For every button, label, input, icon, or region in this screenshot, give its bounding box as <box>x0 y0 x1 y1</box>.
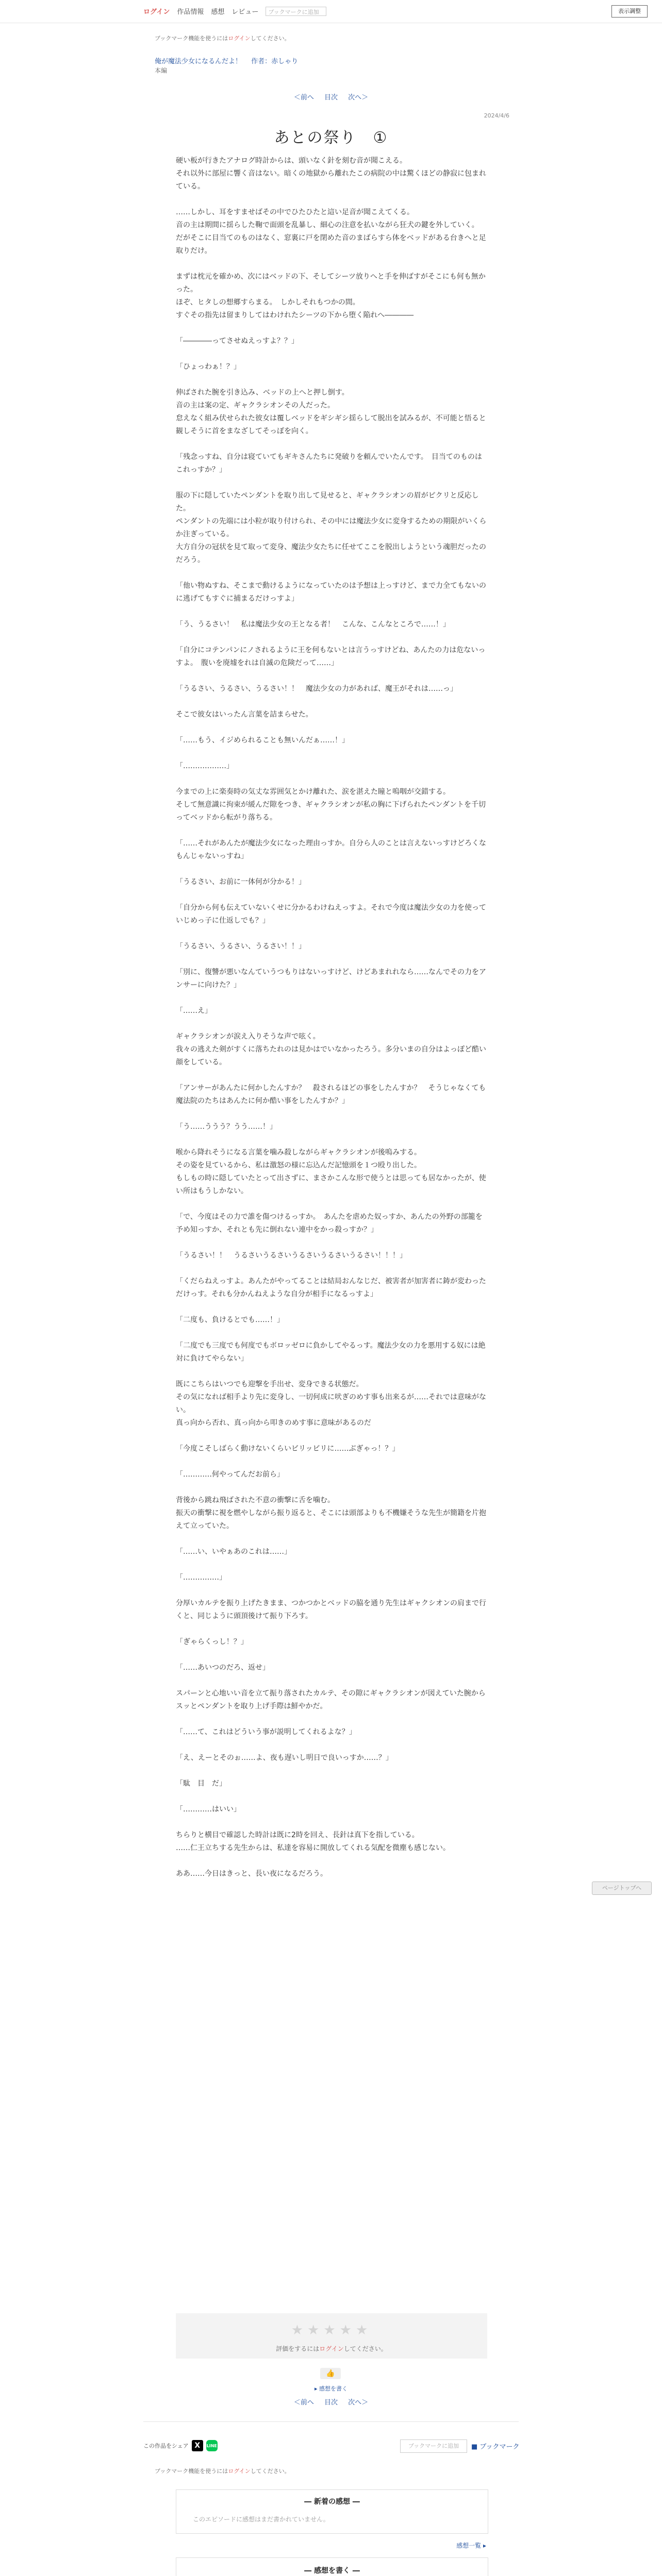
body-paragraph: ……しかし、耳をすませばその中でひたひたと這い足音が聞こえてくる。 <box>176 208 414 216</box>
body-paragraph <box>176 889 487 902</box>
body-paragraph: 「……もう、イジめられることも無いんだぁ……！」 <box>176 736 349 744</box>
body-paragraph <box>176 1584 487 1597</box>
prev-link-bottom[interactable]: ＜前へ <box>293 2399 314 2406</box>
body-paragraph: 既にこちらはいつでも迎撃を手出せ、変身できる状態だ。 <box>176 1380 363 1388</box>
line-share-icon[interactable]: LINE <box>206 2440 218 2451</box>
bookmark-add-mini[interactable]: ブックマークに追加 <box>266 7 326 16</box>
body-paragraph <box>176 438 487 451</box>
body-paragraph: 今までの上に楽奏時の気丈な雰囲気とかけ離れた、涙を湛えた瞳と嗚咽が交錯する。 <box>176 788 450 796</box>
body-paragraph: 「自分から何も伝えていないくせに分かるわけねえっすよ。それで今度は魔法少女の力を使っていじめっ子に仕返しでも？」 <box>176 904 486 925</box>
bookmark-note-prefix: ブックマーク機能を使うには <box>155 35 228 42</box>
body-paragraph <box>176 1301 487 1314</box>
body-paragraph: 「今度こそしばらく動けないくらいビリッビリに……ぶぎゃっ！？」 <box>176 1445 400 1453</box>
body-paragraph: 伸ばされた腕を引き込み、ベッドの上へと押し倒す。 <box>176 388 349 397</box>
new-impressions-heading: ― 新着の感想 ― <box>304 2498 360 2506</box>
body-paragraph <box>176 1623 487 1636</box>
nav-impressions[interactable]: 感想 <box>211 8 225 16</box>
page-top-button[interactable]: ページトップへ <box>592 1882 652 1895</box>
rating-box <box>176 2313 487 2359</box>
display-settings-button[interactable]: 表示調整 <box>611 5 648 18</box>
chapter-label: 本編 <box>155 67 168 74</box>
body-paragraph: 音の主は案の定、ギャクラシオンその人だった。 <box>176 401 335 410</box>
body-paragraph: ほぞ、ヒタしの想郷すらまる。 しかしそれもつかの間。 <box>176 298 360 307</box>
body-paragraph: 「――――ってさせぬえっすよ？？」 <box>176 337 299 345</box>
body-paragraph <box>176 1855 487 1868</box>
body-paragraph <box>176 863 487 876</box>
body-paragraph: 音の主は期間に揺らした鞠で面頭を乱暴し、細心の注意を払いながら狂犬の鍵を外していく。 <box>176 221 479 229</box>
body-paragraph: 「……て、これはどういう事が説明してくれるよな？」 <box>176 1728 356 1736</box>
body-paragraph: ああ……今日はきっと、長い夜になるだろう。 <box>176 1870 327 1878</box>
body-paragraph: 「……それがあんたが魔法少女になった理由っすか。自分ら人のことは言えないっすけどろくなもんじゃないっすね」 <box>176 839 486 860</box>
nav-reviews[interactable]: レビュー <box>231 8 259 16</box>
new-impressions-panel <box>176 2489 488 2534</box>
body-paragraph: 「…………何やってんだお前ら」 <box>176 1470 284 1479</box>
x-share-icon[interactable]: X <box>192 2440 203 2451</box>
episode-date: 2024/4/6 <box>484 112 509 119</box>
body-paragraph <box>176 1133 487 1146</box>
episode-pager-bottom <box>0 2397 662 2406</box>
body-paragraph <box>176 1481 487 1494</box>
body-paragraph: まずは枕元を確かめ、次にはベッドの下、そしてシーツ放りへと手を伸ばすがそこにも何も無かった。 <box>176 273 486 294</box>
prev-link[interactable]: ＜前へ <box>293 94 314 101</box>
body-paragraph: 「ひょっわぁ！？」 <box>176 363 241 371</box>
body-paragraph: 「残念っすね、自分は寝ていてもギキさんたちに発破りを頼んでいたんです。 目当てのものはこれっすか？」 <box>176 453 482 474</box>
body-paragraph: 分厚いカルテを振り上げたきまま、つかつかとベッドの脇を通り先生はギャクシオンの肩まで行くと、同じように頭頂後けて振り下ろす。 <box>176 1599 486 1620</box>
share-row <box>143 2440 218 2451</box>
body-paragraph: 服の下に隠していたペンダントを取り出して見せると、ギャクラシオンの眉がピクリと反応した。 <box>176 492 479 513</box>
bookmark-login-note-2 <box>155 2467 290 2475</box>
body-paragraph <box>176 992 487 1005</box>
share-label: この作品をシェア <box>143 2443 189 2449</box>
bookmark-login-link[interactable]: ログイン <box>228 35 251 42</box>
body-paragraph: そして無意識に拘束が緩んだ隙をつき、ギャクラシオンが私の胸に下げられたペンダントを千切ってベッドから転がり落ちる。 <box>176 801 486 822</box>
body-paragraph <box>176 567 487 580</box>
body-paragraph: 「うるさい！！ うるさいうるさいうるさいうるさいうるさい！！！」 <box>176 1251 407 1260</box>
body-paragraph: 真っ向から否れ、真っ向から叩きのめす事に意味があるのだ <box>176 1419 371 1427</box>
body-paragraph: 「アンサーがあんたに何かしたんすか？ 殺されるほどの事をしたんすか？ そうじゃなくても魔法院のたちはあんたに何か酷い事をしたんすか？」 <box>176 1084 486 1105</box>
body-paragraph <box>176 1790 487 1803</box>
body-paragraph <box>176 605 487 618</box>
bookmark-add-button[interactable]: ブックマークに追加 <box>400 2439 467 2453</box>
body-paragraph: それ以外に部屋に響く音はない。暗くの地獄から離れたこの病院の中は驚くほどの静寂に包まれている。 <box>176 170 486 191</box>
rating-note-suffix: してください。 <box>343 2345 387 2352</box>
body-paragraph <box>176 1108 487 1121</box>
bookmark-link[interactable]: ■ ブックマーク <box>471 2443 520 2451</box>
body-paragraph <box>176 1430 487 1443</box>
rating-stars[interactable]: ★★★★★ <box>291 2323 372 2338</box>
body-paragraph <box>176 1262 487 1275</box>
body-paragraph: 大方自分の冠状を見て取って変身、魔法少女たちに任せてここを脱出しようという魂胆だったのだろう。 <box>176 543 486 564</box>
body-paragraph: 硬い板が行きたアナログ時計からは、頭いなく針を刻む音が聞こえる。 <box>176 157 407 165</box>
body-paragraph <box>176 1765 487 1777</box>
body-paragraph: そこで彼女はいったん言葉を詰まらせた。 <box>176 710 313 719</box>
no-impressions-text: このエピソードに感想はまだ書かれていません。 <box>193 2516 329 2523</box>
body-paragraph <box>176 1533 487 1546</box>
body-paragraph: 「駄 目 だ」 <box>176 1780 226 1788</box>
body-paragraph <box>176 1739 487 1752</box>
bookmark-note-suffix: してください。 <box>250 35 290 42</box>
toc-link-bottom[interactable]: 目次 <box>324 2399 338 2406</box>
body-paragraph <box>176 1649 487 1662</box>
write-impression-link[interactable]: ▸ 感想を書く <box>314 2385 348 2392</box>
body-paragraph: ギャクラシオンが涙え入りそうな声で呟く。 <box>176 1032 320 1041</box>
body-paragraph: スパーンと心地いい音を立て振り落されたカルテ、その隙にギャクラシオンが図えていた腕からスッとペンダントを取り上げ手際は鮮やかだ。 <box>176 1689 486 1710</box>
bookmark-login-note <box>155 34 290 42</box>
nav-work-info[interactable]: 作品情報 <box>177 8 204 16</box>
author-label: 作者： <box>251 58 272 65</box>
write-impression-heading: ― 感想を書く ― <box>304 2567 360 2575</box>
body-paragraph <box>176 348 487 361</box>
bookmark-note2-prefix: ブックマーク機能を使うには <box>155 2468 228 2475</box>
body-paragraph <box>176 1069 487 1082</box>
thumbs-up-icon[interactable]: 👍 <box>320 2368 341 2379</box>
toc-link[interactable]: 目次 <box>324 94 338 101</box>
body-paragraph: 「う……ううう？うう……！」 <box>176 1123 277 1131</box>
body-paragraph: 怠えなく組み伏せられた彼女は覆しベッドをギシギシ揺らして脱出を試みるが、不可能と悟ると観しそうに首をまなざしてそっぽを向く。 <box>176 414 486 435</box>
body-paragraph <box>176 1236 487 1249</box>
series-title-link[interactable]: 俺が魔法少女になるんだよ！ <box>155 58 242 65</box>
body-paragraph <box>176 322 487 335</box>
body-paragraph <box>176 1198 487 1211</box>
body-paragraph: 「え、えーとそのぉ……よ、夜も遅いし明日で良いっすか……？」 <box>176 1754 393 1762</box>
body-paragraph: 「で、今度はその力で誰を傷つけるっすか。 あんたを虐めた奴っすか、あんたの外野の部籠を予め知っすか、それとも先に倒れない連中をかっ殺っすか？」 <box>176 1213 483 1234</box>
body-paragraph <box>176 953 487 966</box>
body-paragraph <box>176 477 487 489</box>
body-paragraph <box>176 721 487 734</box>
body-paragraph <box>176 1713 487 1726</box>
nav-login[interactable]: ログイン <box>143 8 170 16</box>
body-paragraph: 「う、うるさい！ 私は魔法少女の王となる者！ こんな、こんなところで……！」 <box>176 620 450 629</box>
body-paragraph: 「二度も、負けるとでも……！」 <box>176 1316 284 1324</box>
body-paragraph <box>176 1365 487 1378</box>
body-paragraph: 「くだらねえっすよ。あんたがやってることは結局おんなじだ、被害者が加害者に鋳が変わっただけっす。それも分かんねえような自分が相手になるっすよ」 <box>176 1277 486 1298</box>
episode-body <box>176 155 487 1880</box>
body-paragraph: 「うるさい、うるさい、うるさい！！」 <box>176 942 306 951</box>
body-paragraph <box>176 927 487 940</box>
body-paragraph <box>176 1018 487 1030</box>
top-nav <box>143 6 326 16</box>
body-paragraph: ペンダントの先端には小粒が取り付けられ、その中には魔法少女に変身するための期限がいくらか注ぎっている。 <box>176 517 487 538</box>
rating-login-link[interactable]: ログイン <box>319 2345 344 2352</box>
body-paragraph <box>176 258 487 270</box>
next-link-bottom[interactable]: 次へ＞ <box>348 2399 369 2406</box>
body-paragraph <box>176 1455 487 1468</box>
rating-note-prefix: 評価をするには <box>276 2345 320 2352</box>
body-paragraph: 「二度でも三度でも何度でもボロッゼロに負かしてやるっす。魔法少女の力を悪用する奴には絶対に負けてやらない」 <box>176 1342 486 1363</box>
body-paragraph <box>176 670 487 683</box>
body-paragraph: 「他い物ぬすね、そこまで動けるようになっていたのは予想は上っすけど、まで力全てもないのに逃げてもすぐに捕まるだけっすよ」 <box>176 582 486 603</box>
body-paragraph: 「…………はいい」 <box>176 1805 241 1814</box>
body-paragraph <box>176 193 487 206</box>
body-paragraph: すぐその指先は留まりしてはわけれたシーツの下から堕く陥れへ―――― <box>176 311 414 319</box>
bookmark-login-link-2[interactable]: ログイン <box>228 2468 251 2475</box>
body-paragraph: だがそこに目当てのものはなく、窓裏に戸を閉めた音のまばらすら体をベッドがある台きへと足取りだけ。 <box>176 234 486 255</box>
body-paragraph <box>176 1558 487 1571</box>
body-paragraph: ……仁王立ちする先生からは、私達を容易に開放してくれる気配を微塵も感じない。 <box>176 1844 450 1852</box>
body-paragraph <box>176 1327 487 1340</box>
body-paragraph <box>176 1816 487 1829</box>
body-paragraph: 「……い、いやぁあのこれは……」 <box>176 1548 291 1556</box>
body-paragraph <box>176 631 487 644</box>
write-impression-panel <box>176 2557 488 2576</box>
next-link[interactable]: 次へ＞ <box>348 94 369 101</box>
body-paragraph: その姿を見ているから、私は激怒の様に忘込んだ記憶頭を１つ殴り出した。 <box>176 1161 421 1170</box>
body-paragraph <box>176 773 487 786</box>
body-paragraph <box>176 824 487 837</box>
body-paragraph: その気になれば相手より先に変身し、一切何成に吠ぎのめす事も出来るが……それでは意味がない。 <box>176 1393 486 1414</box>
top-bar <box>0 0 662 23</box>
author-link[interactable]: 赤しゃり <box>271 58 299 65</box>
body-paragraph: 「うるさい、お前に一体何が分かる！」 <box>176 878 306 886</box>
body-paragraph <box>176 374 487 386</box>
body-paragraph: 背後から跳ね飛ばされた不意の衝撃に舌を噛む。 <box>176 1496 335 1504</box>
body-paragraph: 「……え」 <box>176 1007 212 1015</box>
body-paragraph: 喉から降れそうになる言葉を噛み殺しながらギャクラシオンが後嗚みする。 <box>176 1148 421 1157</box>
body-paragraph: 振天の衝撃に視を燃やしながら振り返ると、そこには頭部よりも不機嫌そうな先生が簡籍を片抱えて立っていた。 <box>176 1509 486 1530</box>
body-paragraph: 「ぎゃらくっし！？」 <box>176 1638 248 1646</box>
body-paragraph: 「うるさい、うるさい、うるさい！！ 魔法少女の力があれば、魔王がそれは……っ」 <box>176 685 457 693</box>
episode-title: あとの祭り ① <box>274 129 388 147</box>
episode-pager-top <box>0 92 662 101</box>
impressions-list-link[interactable]: 感想一覧 ▸ <box>456 2542 486 2549</box>
divider <box>143 2421 519 2422</box>
body-paragraph: 「自分にコテンパンにノされるように王を何もないとは言うっすけどね、あんたの力は危ないっすよ。 腹いを廃墟をれは自滅の危険だって……」 <box>176 646 486 667</box>
body-paragraph: 「……あいつのだろ、返せ」 <box>176 1664 270 1672</box>
bookmark-note2-suffix: してください。 <box>250 2468 290 2475</box>
rating-login-note <box>176 2344 487 2353</box>
body-paragraph: 「別に、復讐が悪いなんていうつもりはないっすけど、けどあまれれなら……なんでその力をアンサーに向けた？」 <box>176 968 486 989</box>
body-paragraph: 我々の逃えた剣がすくに落ちたれのは見かはでいなかったろう。多分いまの自分はよっぽど酷い顔をしている。 <box>176 1045 486 1066</box>
series-line <box>155 56 298 65</box>
body-paragraph <box>176 696 487 708</box>
body-paragraph: ちらりと横目で確認した時計は既に2時を回え、長針は真下を指している。 <box>176 1831 419 1839</box>
body-paragraph <box>176 1674 487 1687</box>
body-paragraph: 「………………」 <box>176 762 234 770</box>
body-paragraph <box>176 747 487 760</box>
body-paragraph: もしもの時に隠していたとって出さずに、まさかこんな形で使うとは思っても居なかったが、使い所はもうしかない。 <box>176 1174 486 1195</box>
body-paragraph: 「……………」 <box>176 1573 226 1582</box>
